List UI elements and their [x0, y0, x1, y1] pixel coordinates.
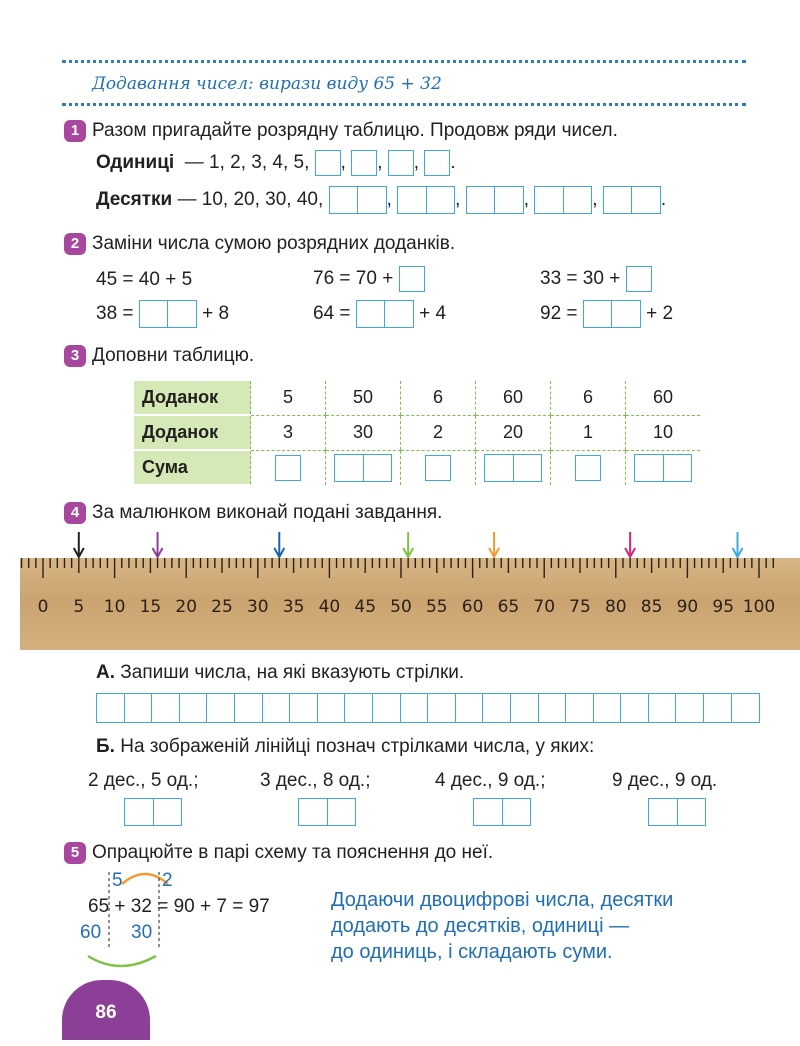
- answer-box[interactable]: [124, 798, 182, 826]
- table-cell: 10: [626, 415, 701, 450]
- ruler-label: 90: [676, 597, 699, 617]
- ruler-label: 30: [246, 597, 269, 617]
- ruler-label: 85: [640, 597, 663, 617]
- answer-box[interactable]: [139, 300, 197, 328]
- units-sequence: — 1, 2, 3, 4, 5,: [184, 152, 310, 173]
- ruler-label: 0: [37, 597, 49, 617]
- addition-table: [134, 381, 700, 486]
- answer-box[interactable]: [275, 455, 301, 481]
- table-cell: 5: [251, 381, 326, 415]
- expr-45: 45 = 40 + 5: [96, 269, 193, 290]
- b-item: 3 дес., 8 од.;: [260, 770, 371, 791]
- header-divider-top: [62, 60, 746, 63]
- ruler-scale: [20, 558, 800, 650]
- table-cell: 30: [326, 415, 401, 450]
- answer-box[interactable]: [334, 454, 392, 482]
- answer-box[interactable]: [626, 266, 652, 292]
- task-3-number: 3: [64, 345, 86, 367]
- explanation-line-2: додають до десятків, одиниці —: [331, 915, 630, 937]
- scheme-expression: 65 + 32 = 90 + 7 = 97: [88, 896, 270, 917]
- ruler-label: 15: [139, 597, 162, 617]
- header-divider-bottom: [62, 103, 746, 106]
- ruler-label: 60: [461, 597, 484, 617]
- task-2-number: 2: [64, 233, 86, 255]
- ruler-label: 70: [533, 597, 556, 617]
- b-item: 2 дес., 5 од.;: [88, 770, 199, 791]
- answer-box[interactable]: [603, 186, 661, 214]
- row-label: Сума: [134, 450, 251, 485]
- answer-box[interactable]: [634, 454, 692, 482]
- ruler-label: 45: [354, 597, 377, 617]
- ruler-image: [20, 558, 800, 650]
- table-cell: 6: [401, 381, 476, 415]
- answer-box[interactable]: [425, 455, 451, 481]
- table-cell: 60: [476, 381, 551, 415]
- table-cell: 20: [476, 415, 551, 450]
- ruler-label: 25: [211, 597, 233, 617]
- expr-38: 38 = + 8: [96, 300, 229, 328]
- ruler-label: 95: [712, 597, 735, 617]
- ruler-arrow: [625, 532, 635, 557]
- scheme-bottom-60: 60: [80, 922, 102, 943]
- explanation-line-1: Додаючи двоцифрові числа, десятки: [331, 889, 674, 911]
- ruler-arrow: [733, 532, 743, 557]
- task-2-text: Заміни числа сумою розрядних доданків.: [92, 233, 456, 254]
- table-cell: 2: [401, 415, 476, 450]
- table-cell: 50: [326, 381, 401, 415]
- row-label: Доданок: [134, 381, 251, 415]
- units-row: Одиниці — 1, 2, 3, 4, 5, , , , .: [96, 150, 456, 176]
- ruler-arrow: [74, 532, 84, 557]
- ruler-arrow: [153, 532, 163, 557]
- ruler-label: 65: [497, 597, 520, 617]
- answer-box[interactable]: [583, 300, 641, 328]
- page-number: 86: [62, 980, 150, 1040]
- answer-box[interactable]: [424, 150, 450, 176]
- expr-76: 76 = 70 +: [313, 266, 425, 292]
- answer-box[interactable]: [329, 186, 387, 214]
- ruler-label: 20: [175, 597, 198, 617]
- table-cell: 60: [626, 381, 701, 415]
- task-1-text: Разом пригадайте розрядну таблицю. Продовж ряди чисел.: [92, 120, 618, 141]
- section-title: Додавання чисел: вирази виду 65 + 32: [92, 74, 442, 94]
- task-4a-text: А. Запиши числа, на які вказують стрілки.: [96, 662, 465, 683]
- answer-box[interactable]: [473, 798, 531, 826]
- ruler-arrow: [489, 532, 499, 557]
- scheme-top-2: 2: [162, 870, 173, 891]
- explanation-line-3: до одиниць, і складають суми.: [331, 941, 613, 963]
- answer-box[interactable]: [575, 455, 601, 481]
- arrow-answers-row[interactable]: [96, 693, 760, 723]
- task-1-number: 1: [64, 120, 86, 142]
- expr-33: 33 = 30 +: [540, 266, 652, 292]
- row-label: Доданок: [134, 415, 251, 450]
- ruler-label: 100: [742, 597, 776, 617]
- ruler-label: 80: [604, 597, 627, 617]
- answer-box[interactable]: [356, 300, 414, 328]
- answer-box[interactable]: [351, 150, 377, 176]
- ruler-label: 75: [569, 597, 591, 617]
- ruler-label: 35: [282, 597, 305, 617]
- ruler-label: 50: [390, 597, 412, 617]
- ruler-label: 10: [103, 597, 126, 617]
- answer-box[interactable]: [399, 266, 425, 292]
- b-item: 4 дес., 9 од.;: [435, 770, 546, 791]
- scheme-bottom-30: 30: [131, 922, 153, 943]
- task-4b-text: Б. На зображеній лінійці познач стрілками числа, у яких:: [96, 736, 595, 757]
- units-label: Одиниці: [96, 152, 175, 173]
- task-4-number: 4: [64, 502, 86, 524]
- answer-box[interactable]: [388, 150, 414, 176]
- expr-92: 92 = + 2: [540, 300, 673, 328]
- answer-box[interactable]: [484, 454, 542, 482]
- ruler-label: 40: [318, 597, 341, 617]
- answer-box[interactable]: [534, 186, 592, 214]
- answer-box[interactable]: [648, 798, 706, 826]
- task-4-text: За малюнком виконай подані завдання.: [92, 502, 443, 523]
- addition-scheme: [60, 868, 320, 968]
- table-cell: 6: [551, 381, 626, 415]
- table-cell: 3: [251, 415, 326, 450]
- answer-box[interactable]: [315, 150, 341, 176]
- ruler-arrow: [274, 532, 284, 557]
- ruler-arrow: [403, 532, 413, 557]
- ruler-arrows: [0, 528, 800, 560]
- b-item: 9 дес., 9 од.: [612, 770, 718, 791]
- ruler-label: 5: [73, 597, 85, 617]
- task-3-text: Доповни таблицю.: [92, 345, 255, 366]
- scheme-top-5: 5: [112, 870, 123, 891]
- answer-box[interactable]: [298, 798, 356, 826]
- task-5-text: Опрацюйте в парі схему та пояснення до неї.: [92, 842, 494, 863]
- ruler-label: 55: [425, 597, 448, 617]
- task-5-number: 5: [64, 842, 86, 864]
- expr-64: 64 = + 4: [313, 300, 446, 328]
- tens-label: Десятки: [96, 189, 173, 210]
- table-cell: 1: [551, 415, 626, 450]
- answer-box[interactable]: [466, 186, 524, 214]
- answer-box[interactable]: [397, 186, 455, 214]
- tens-sequence: — 10, 20, 30, 40,: [177, 189, 324, 210]
- tens-row: Десятки — 10, 20, 30, 40, , , , , .: [96, 186, 666, 214]
- bottom-arc: [88, 956, 156, 966]
